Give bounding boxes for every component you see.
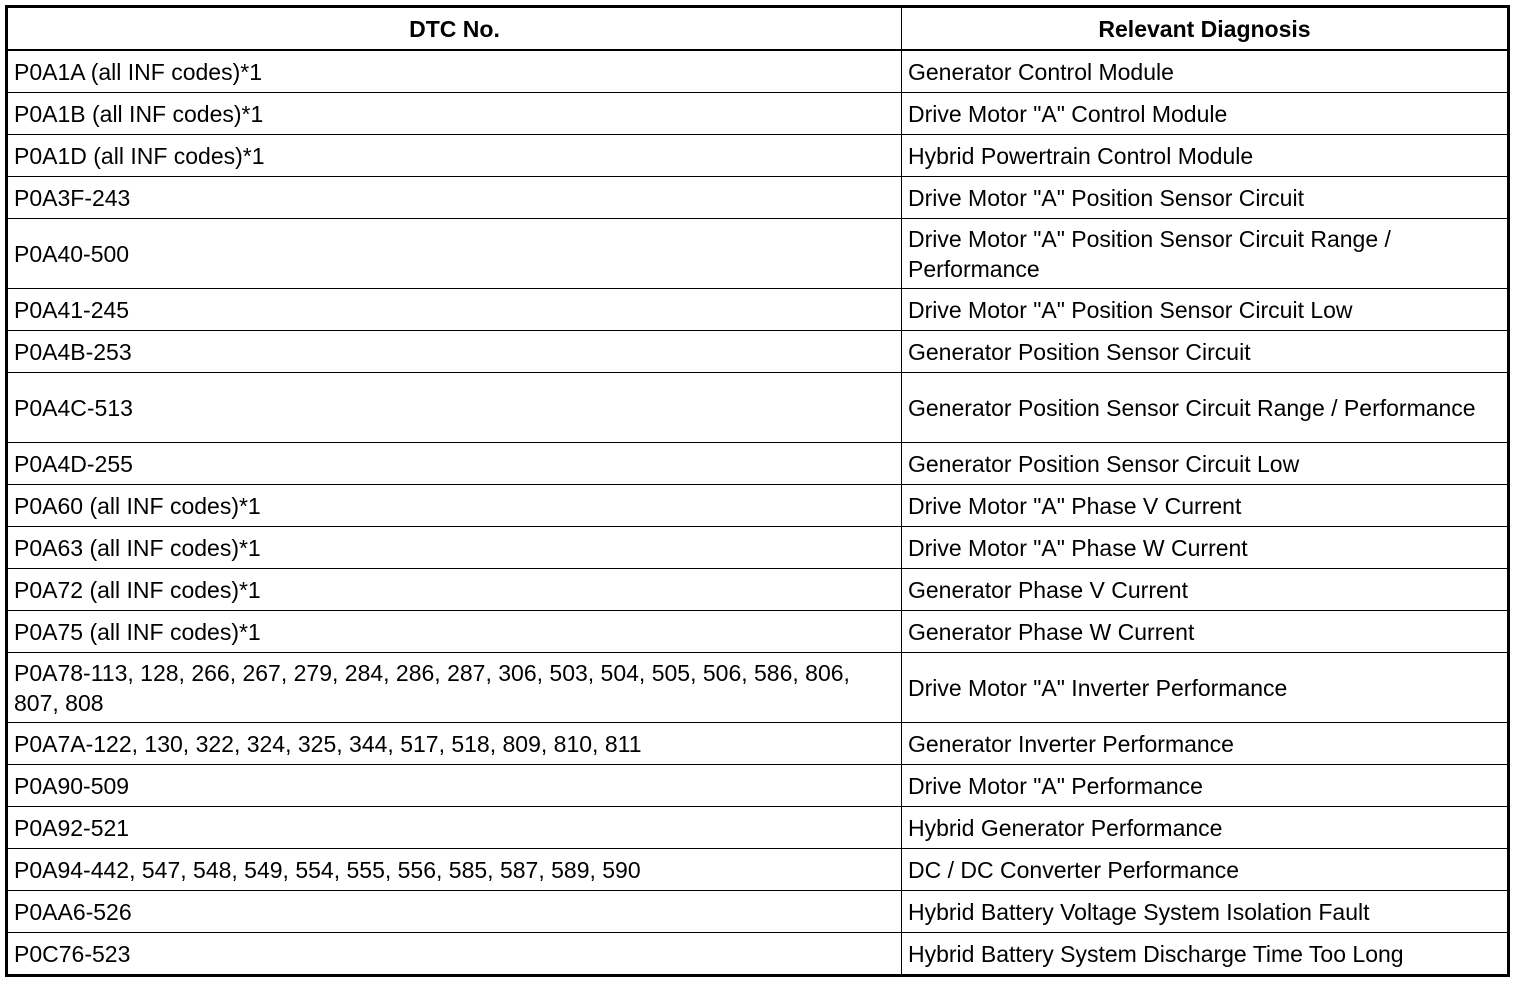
- diagnosis-cell: Generator Inverter Performance: [902, 723, 1509, 765]
- table-row: [7, 933, 1509, 976]
- diagnosis-cell: Generator Control Module: [902, 50, 1509, 93]
- dtc-cell: P0A4B-253: [7, 331, 902, 373]
- table-row: [7, 219, 1509, 289]
- dtc-cell: P0A94-442, 547, 548, 549, 554, 555, 556, 585, 587, 589, 590: [7, 849, 902, 891]
- table-row: [7, 50, 1509, 93]
- diagnosis-cell: Hybrid Generator Performance: [902, 807, 1509, 849]
- diagnosis-cell: Drive Motor "A" Performance: [902, 765, 1509, 807]
- dtc-cell: P0A1B (all INF codes)*1: [7, 93, 902, 135]
- table-row: [7, 527, 1509, 569]
- table-row: [7, 723, 1509, 765]
- column-header-dtc: DTC No.: [7, 7, 902, 51]
- table-row: [7, 331, 1509, 373]
- table-row: [7, 849, 1509, 891]
- diagnosis-cell: Hybrid Battery System Discharge Time Too Long: [902, 933, 1509, 976]
- dtc-cell: P0A7A-122, 130, 322, 324, 325, 344, 517, 518, 809, 810, 811: [7, 723, 902, 765]
- dtc-cell: P0A3F-243: [7, 177, 902, 219]
- diagnosis-cell: Generator Position Sensor Circuit Low: [902, 443, 1509, 485]
- column-header-diagnosis: Relevant Diagnosis: [902, 7, 1509, 51]
- table-row: [7, 569, 1509, 611]
- table-row: [7, 373, 1509, 443]
- table-row: [7, 289, 1509, 331]
- dtc-table: [5, 5, 1510, 977]
- table-row: [7, 443, 1509, 485]
- table-row: [7, 93, 1509, 135]
- diagnosis-cell: Generator Phase V Current: [902, 569, 1509, 611]
- dtc-cell: P0A63 (all INF codes)*1: [7, 527, 902, 569]
- table-row: [7, 653, 1509, 723]
- diagnosis-cell: Drive Motor "A" Phase W Current: [902, 527, 1509, 569]
- table-row: [7, 177, 1509, 219]
- diagnosis-cell: Hybrid Battery Voltage System Isolation Fault: [902, 891, 1509, 933]
- table-row: [7, 891, 1509, 933]
- diagnosis-cell: Generator Position Sensor Circuit Range / Performance: [902, 373, 1509, 443]
- dtc-cell: P0A41-245: [7, 289, 902, 331]
- table-header-row: [7, 7, 1509, 51]
- diagnosis-cell: Drive Motor "A" Inverter Performance: [902, 653, 1509, 723]
- dtc-cell: P0A72 (all INF codes)*1: [7, 569, 902, 611]
- dtc-cell: P0A90-509: [7, 765, 902, 807]
- dtc-cell: P0A92-521: [7, 807, 902, 849]
- diagnosis-cell: Drive Motor "A" Position Sensor Circuit: [902, 177, 1509, 219]
- diagnosis-cell: Drive Motor "A" Position Sensor Circuit Low: [902, 289, 1509, 331]
- table-row: [7, 485, 1509, 527]
- diagnosis-cell: Drive Motor "A" Control Module: [902, 93, 1509, 135]
- dtc-cell: P0C76-523: [7, 933, 902, 976]
- dtc-cell: P0AA6-526: [7, 891, 902, 933]
- table-row: [7, 611, 1509, 653]
- diagnosis-cell: Generator Position Sensor Circuit: [902, 331, 1509, 373]
- diagnosis-cell: Drive Motor "A" Position Sensor Circuit Range / Performance: [902, 219, 1509, 289]
- table-row: [7, 765, 1509, 807]
- table-row: [7, 135, 1509, 177]
- dtc-cell: P0A4D-255: [7, 443, 902, 485]
- dtc-cell: P0A60 (all INF codes)*1: [7, 485, 902, 527]
- dtc-cell: P0A78-113, 128, 266, 267, 279, 284, 286, 287, 306, 503, 504, 505, 506, 586, 806, 807, 808: [7, 653, 902, 723]
- table-row: [7, 807, 1509, 849]
- dtc-cell: P0A1A (all INF codes)*1: [7, 50, 902, 93]
- dtc-cell: P0A40-500: [7, 219, 902, 289]
- dtc-cell: P0A1D (all INF codes)*1: [7, 135, 902, 177]
- diagnosis-cell: DC / DC Converter Performance: [902, 849, 1509, 891]
- diagnosis-cell: Drive Motor "A" Phase V Current: [902, 485, 1509, 527]
- dtc-cell: P0A75 (all INF codes)*1: [7, 611, 902, 653]
- dtc-cell: P0A4C-513: [7, 373, 902, 443]
- diagnosis-cell: Hybrid Powertrain Control Module: [902, 135, 1509, 177]
- diagnosis-cell: Generator Phase W Current: [902, 611, 1509, 653]
